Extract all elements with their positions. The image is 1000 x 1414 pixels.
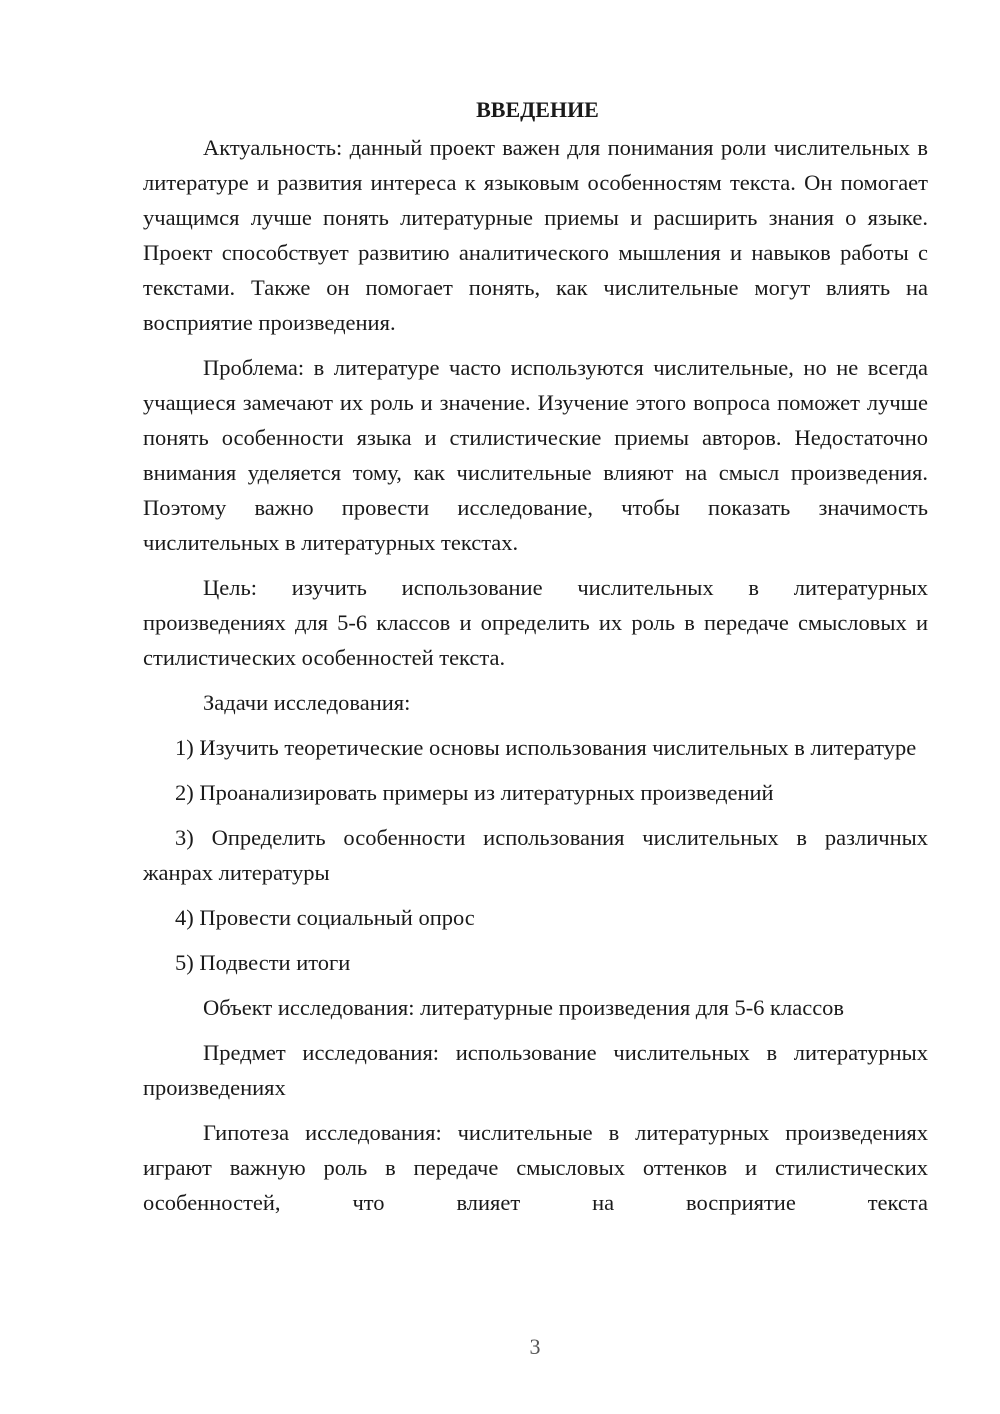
- task-item-2: 2) Проанализировать примеры из литературных произведений: [175, 780, 774, 805]
- paragraph-goal: Цель: изучить использование числительных в литературных произведениях для 5-6 классов и определить их роль в передаче смысловых и стилистических особенностей текста.: [143, 575, 928, 670]
- task-item-4: 4) Провести социальный опрос: [175, 905, 475, 930]
- paragraph-problem: Проблема: в литературе часто используются числительные, но не всегда учащиеся замечают их роль и значение. Изучение этого вопроса поможет лучше понять особенности языка и стилистические приемы авторов. Недостаточно внимания уделяется тому, как числительные влияют на смысл произведения. Поэтому важно провести исследование, чтобы показать значимость числительных в литературных текстах.: [143, 355, 928, 555]
- paragraph-hypothesis: Гипотеза исследования: числительные в литературных произведениях играют важную роль в передаче смысловых оттенков и стилистических особенностей, что влияет на восприятие текста: [143, 1120, 928, 1215]
- section-title: ВВЕДЕНИЕ: [476, 97, 599, 122]
- paragraph-object: Объект исследования: литературные произведения для 5-6 классов: [203, 995, 845, 1020]
- page-number: 3: [529, 1334, 541, 1359]
- task-item-3: 3) Определить особенности использования числительных в различных жанрах литературы: [143, 825, 928, 885]
- paragraph-subject: Предмет исследования: использование числительных в литературных произведениях: [143, 1040, 928, 1100]
- document-page: [143, 90, 928, 1220]
- paragraph-relevance: Актуальность: данный проект важен для понимания роли числительных в литературе и развития интереса к языковым особенностям текста. Он помогает учащимся лучше понять литературные приемы и расширить знания о языке. Проект способствует развитию аналитического мышления и навыков работы с текстами. Также он помогает понять, как числительные могут влиять на восприятие произведения.: [143, 135, 928, 335]
- task-item-5: 5) Подвести итоги: [175, 950, 351, 975]
- paragraph-tasks-heading: Задачи исследования:: [203, 690, 411, 715]
- task-item-1: 1) Изучить теоретические основы использования числительных в литературе: [175, 735, 917, 760]
